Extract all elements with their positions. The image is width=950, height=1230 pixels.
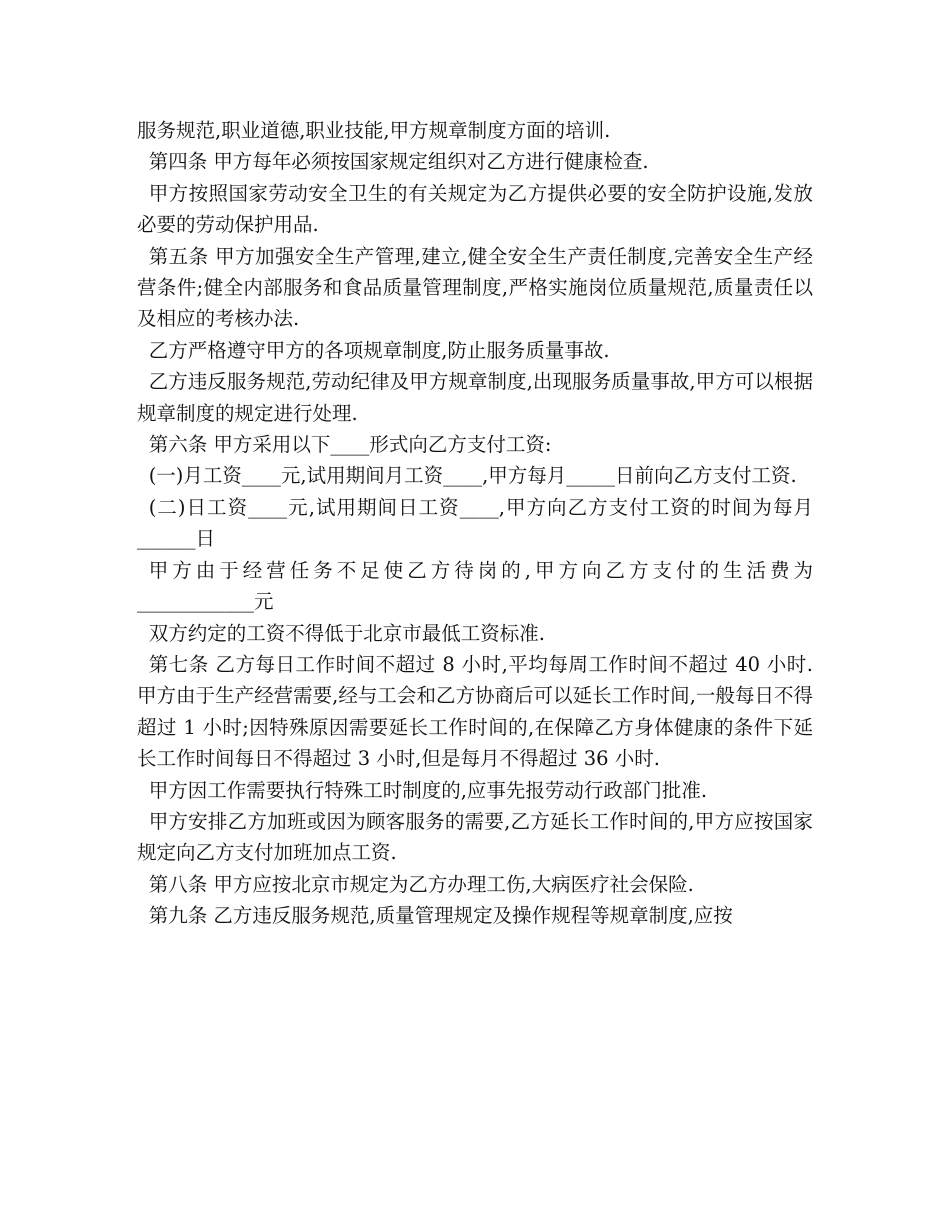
paragraph: 第六条 甲方采用以下____形式向乙方支付工资:: [148, 433, 552, 457]
paragraph: (二)日工资____元,试用期间日工资____,甲方向乙方支付工资的时间为每月______日: [137, 495, 813, 551]
paragraph: 乙方严格遵守甲方的各项规章制度,防止服务质量事故.: [148, 338, 610, 362]
paragraph: 第九条 乙方违反服务规范,质量管理规定及操作规程等规章制度,应按: [148, 904, 733, 928]
paragraph: 服务规范,职业道德,职业技能,甲方规章制度方面的培训.: [137, 119, 611, 142]
document-page: [137, 115, 813, 932]
paragraph: 双方约定的工资不得低于北京市最低工资标准.: [148, 621, 545, 645]
paragraph: 乙方违反服务规范,劳动纪律及甲方规章制度,出现服务质量事故,甲方可以根据规章制度的规定进行处理.: [137, 370, 813, 425]
paragraph: 第八条 甲方应按北京市规定为乙方办理工伤,大病医疗社会保险.: [148, 872, 694, 896]
paragraph: 第七条 乙方每日工作时间不超过 8 小时,平均每周工作时间不超过 40 小时.甲方由于生产经营需要,经与工会和乙方协商后可以延长工作时间,一般每日不得超过 1 小时;因特殊原因需要延长工作时间的,在保障乙方身体健康的条件下延长工作时间每日不得超过 3 小时,但是每月不得超过 36 小时.: [137, 652, 813, 771]
paragraph: 甲方由于经营任务不足使乙方待岗的,甲方向乙方支付的生活费为 ____________元: [137, 558, 813, 614]
paragraph: 第五条 甲方加强安全生产管理,建立,健全安全生产责任制度,完善安全生产经营条件;健全内部服务和食品质量管理制度,严格实施岗位质量规范,质量责任以及相应的考核办法.: [137, 244, 813, 331]
paragraph: (一)月工资____元,试用期间月工资____,甲方每月_____日前向乙方支付工资.: [148, 464, 797, 488]
paragraph: 甲方按照国家劳动安全卫生的有关规定为乙方提供必要的安全防护设施,发放必要的劳动保护用品.: [137, 181, 813, 237]
paragraph: 甲方因工作需要执行特殊工时制度的,应事先报劳动行政部门批准.: [148, 778, 708, 802]
paragraph: 第四条 甲方每年必须按国家规定组织对乙方进行健康检查.: [148, 150, 649, 174]
paragraph: 甲方安排乙方加班或因为顾客服务的需要,乙方延长工作时间的,甲方应按国家规定向乙方支付加班加点工资.: [137, 809, 813, 865]
